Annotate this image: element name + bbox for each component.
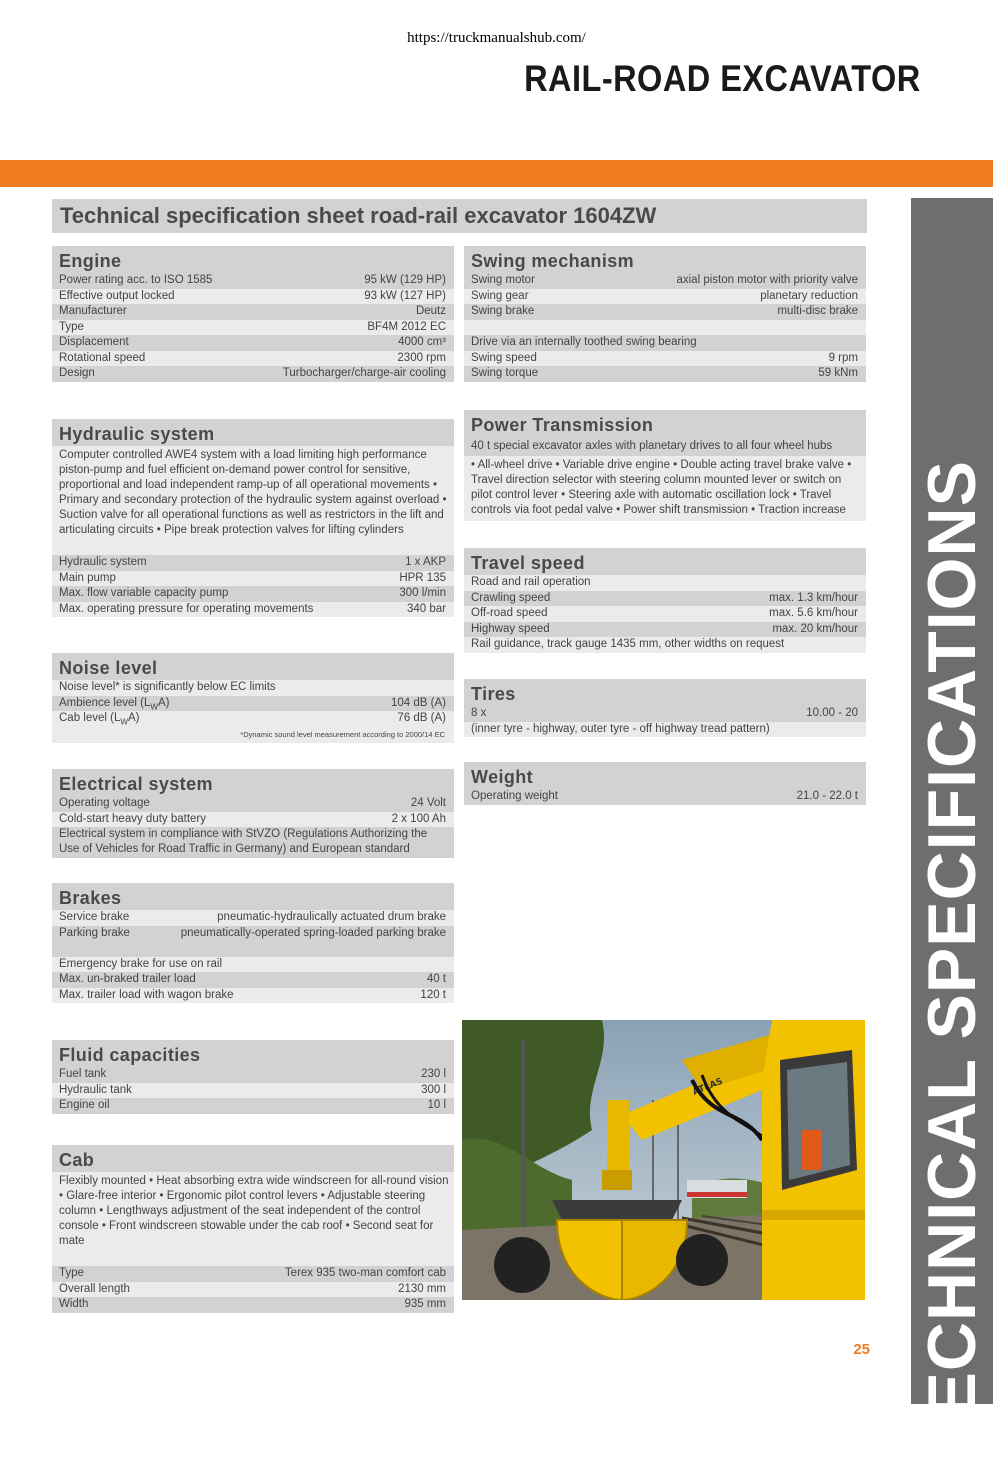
travel-speed-section bbox=[464, 548, 866, 653]
section-heading: Electrical system bbox=[52, 769, 454, 796]
engine-section bbox=[52, 246, 454, 382]
spec-row: Operating weight 21.0 - 22.0 t bbox=[464, 789, 866, 805]
machine-label: ATLAS bbox=[691, 1076, 725, 1098]
spec-row: Hydraulic tank 300 l bbox=[52, 1083, 454, 1099]
power-transmission-section bbox=[464, 410, 866, 521]
spec-row: Max. flow variable capacity pump 300 l/min bbox=[52, 586, 454, 602]
spec-row: Swing brake multi-disc brake bbox=[464, 304, 866, 320]
spec-row: Swing torque 59 kNm bbox=[464, 366, 866, 382]
spec-row: Noise level* is significantly below EC limits bbox=[52, 680, 454, 696]
cab-section bbox=[52, 1145, 454, 1313]
page-title: RAIL-ROAD EXCAVATOR bbox=[524, 58, 921, 99]
spec-row: Rotational speed 2300 rpm bbox=[52, 351, 454, 367]
spec-row: Type Terex 935 two-man comfort cab bbox=[52, 1266, 454, 1282]
footnote: *Dynamic sound level measurement according to 2000/14 EC bbox=[52, 727, 454, 743]
spec-row: Highway speed max. 20 km/hour bbox=[464, 622, 866, 638]
spec-row: Design Turbocharger/charge-air cooling bbox=[52, 366, 454, 382]
spec-row: Displacement 4000 cm³ bbox=[52, 335, 454, 351]
spec-row: Width 935 mm bbox=[52, 1297, 454, 1313]
spec-row: Ambience level $(L_WA)$ 104 dB (A) bbox=[52, 696, 454, 712]
hydraulic-section bbox=[52, 419, 454, 617]
page-number: 25 bbox=[853, 1341, 870, 1358]
fluid-section bbox=[52, 1040, 454, 1114]
excavator-photo bbox=[462, 1020, 865, 1300]
spec-row: Max. operating pressure for operating movements 340 bar bbox=[52, 602, 454, 618]
spec-row: Crawling speed max. 1.3 km/hour bbox=[464, 591, 866, 607]
spec-row: Cab level $(L_WA)$ 76 dB (A) bbox=[52, 711, 454, 727]
spec-row: 8 x 10.00 - 20 bbox=[464, 706, 866, 722]
spec-row: Manufacturer Deutz bbox=[52, 304, 454, 320]
spec-row: Swing gear planetary reduction bbox=[464, 289, 866, 305]
spacer bbox=[52, 1252, 454, 1266]
swing-section bbox=[464, 246, 866, 382]
spec-row: Parking brake pneumatically-operated spring-loaded parking brake bbox=[52, 926, 454, 942]
section-description: • All-wheel drive • Variable drive engine • Double acting travel brake valve • Travel direction selector with steering column mounted lever or switch on pilot control lever • Steering axle with automatic oscillation lock • Travel controls via foot pedal valve • Power shift transmission • Traction increase bbox=[464, 456, 866, 521]
spacer bbox=[52, 941, 454, 957]
section-heading: Engine bbox=[52, 246, 454, 273]
section-heading: Swing mechanism bbox=[464, 246, 866, 273]
orange-header-band bbox=[0, 160, 993, 187]
excavator-illustration bbox=[462, 1020, 865, 1300]
spec-row: Fuel tank 230 l bbox=[52, 1067, 454, 1083]
section-heading: Noise level bbox=[52, 653, 454, 680]
section-heading: Power Transmission bbox=[464, 410, 866, 437]
section-heading: Tires bbox=[464, 679, 866, 706]
section-heading: Fluid capacities bbox=[52, 1040, 454, 1067]
sheet-title: Technical specification sheet road-rail excavator 1604ZW bbox=[52, 199, 867, 233]
spacer bbox=[52, 541, 454, 555]
tires-section bbox=[464, 679, 866, 737]
section-heading: Hydraulic system bbox=[52, 419, 454, 446]
section-description: Flexibly mounted • Heat absorbing extra wide windscreen for all-round vision • Glare-free interior • Ergonomic pilot control levers • Adjustable steering column • Lengthways adjustment of the seat independent of the control console • Front windscreen stowable under the cab roof • Second seat for mate bbox=[52, 1172, 454, 1252]
spec-row: Operating voltage 24 Volt bbox=[52, 796, 454, 812]
spec-row: Hydraulic system 1 x AKP bbox=[52, 555, 454, 571]
side-section-title: TECHNICAL SPECIFICATIONS bbox=[914, 460, 990, 1460]
spec-row: Overall length 2130 mm bbox=[52, 1282, 454, 1298]
section-intro: 40 t special excavator axles with planetary drives to all four wheel hubs bbox=[464, 437, 866, 456]
spec-row: Engine oil 10 l bbox=[52, 1098, 454, 1114]
spec-row: Drive via an internally toothed swing bearing bbox=[464, 335, 866, 351]
spec-row: Off-road speed max. 5.6 km/hour bbox=[464, 606, 866, 622]
spec-row: Power rating acc. to ISO 1585 95 kW (129 HP) bbox=[52, 273, 454, 289]
spacer bbox=[464, 320, 866, 336]
spec-row: Service brake pneumatic-hydraulically actuated drum brake bbox=[52, 910, 454, 926]
spec-row: Max. trailer load with wagon brake 120 t bbox=[52, 988, 454, 1004]
weight-section bbox=[464, 762, 866, 805]
spec-row: Swing motor axial piston motor with priority valve bbox=[464, 273, 866, 289]
spec-row: Effective output locked 93 kW (127 HP) bbox=[52, 289, 454, 305]
section-note: Electrical system in compliance with StVZO (Regulations Authorizing the Use of Vehicles for Road Traffic in Germany) and European standard bbox=[52, 827, 454, 858]
spec-row: Cold-start heavy duty battery 2 x 100 Ah bbox=[52, 812, 454, 828]
spec-row: Type BF4M 2012 EC bbox=[52, 320, 454, 336]
spec-row: Road and rail operation bbox=[464, 575, 866, 591]
brakes-section bbox=[52, 883, 454, 1003]
spec-row: Main pump HPR 135 bbox=[52, 571, 454, 587]
spec-row: Rail guidance, track gauge 1435 mm, other widths on request bbox=[464, 637, 866, 653]
source-url[interactable]: https://truckmanualshub.com/ bbox=[407, 30, 586, 46]
section-heading: Weight bbox=[464, 762, 866, 789]
noise-section bbox=[52, 653, 454, 743]
section-heading: Brakes bbox=[52, 883, 454, 910]
spec-row: Swing speed 9 rpm bbox=[464, 351, 866, 367]
section-heading: Travel speed bbox=[464, 548, 866, 575]
electrical-section bbox=[52, 769, 454, 858]
spec-row: (inner tyre - highway, outer tyre - off highway tread pattern) bbox=[464, 722, 866, 738]
section-description: Computer controlled AWE4 system with a load limiting high performance piston-pump and fuel efficient on-demand power control for sensitive, proportional and load independent ramp-up of all operational movements • Primary and secondary protection of the hydraulic system against overload • Suction valve for all operational functions as well as restrictors in the lift and articulating circuits • Pipe break protection valves for lifting cylinders bbox=[52, 446, 454, 541]
section-heading: Cab bbox=[52, 1145, 454, 1172]
spec-row: Max. un-braked trailer load 40 t bbox=[52, 972, 454, 988]
spec-row: Emergency brake for use on rail bbox=[52, 957, 454, 973]
